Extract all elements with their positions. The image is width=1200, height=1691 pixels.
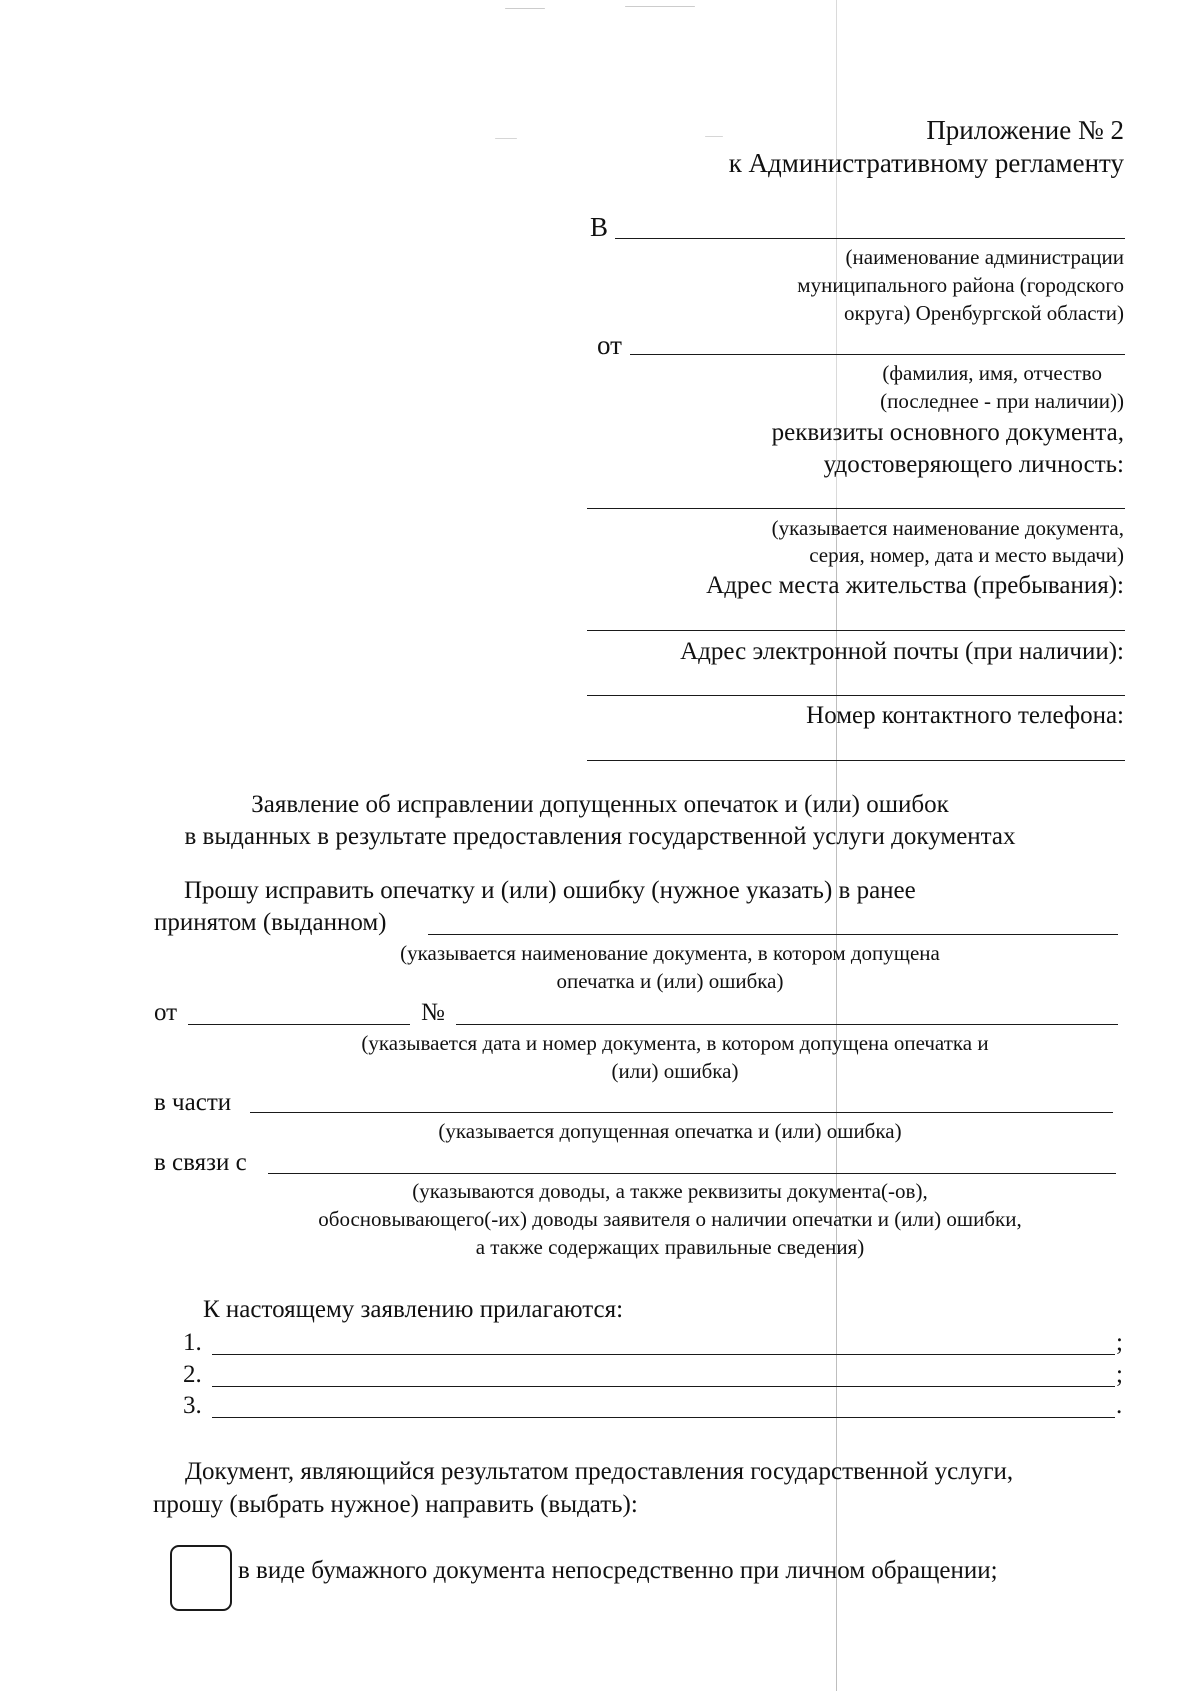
applicant-name-field[interactable] <box>630 354 1125 355</box>
document-name-hint-1: (указывается наименование документа, в котором допущена <box>400 941 940 965</box>
error-part-prefix: в части <box>154 1089 232 1116</box>
id-document-hint-2: серия, номер, дата и место выдачи) <box>809 543 1124 567</box>
application-title-1: Заявление об исправлении допущенных опечаток и (или) ошибок <box>251 791 949 818</box>
administration-name-field[interactable] <box>615 238 1125 239</box>
id-document-hint-1: (указывается наименование документа, <box>771 516 1124 540</box>
from-prefix: от <box>597 330 622 360</box>
attachment-number: 1. <box>183 1329 202 1356</box>
email-field[interactable] <box>587 695 1125 696</box>
attachment-end: ; <box>1116 1361 1123 1388</box>
name-hint-1: (фамилия, имя, отчество <box>882 361 1102 385</box>
attachment-end: ; <box>1116 1329 1123 1356</box>
attachment-field-1[interactable] <box>212 1354 1115 1355</box>
appendix-number: Приложение № 2 <box>926 115 1124 145</box>
administration-hint-1: (наименование администрации <box>845 245 1124 269</box>
delivery-intro-1: Документ, являющийся результатом предоставления государственной услуги, <box>185 1458 1014 1485</box>
phone-field[interactable] <box>587 760 1125 761</box>
delivery-intro-2: прошу (выбрать нужное) направить (выдать): <box>153 1491 638 1518</box>
document-name-hint-2: опечатка и (или) ошибка) <box>556 969 784 993</box>
attachment-number: 2. <box>183 1361 202 1388</box>
regulation-reference: к Административному регламенту <box>728 148 1124 178</box>
document-number-field[interactable] <box>456 1024 1118 1025</box>
residence-address-field[interactable] <box>587 630 1125 631</box>
attachment-number: 3. <box>183 1392 202 1419</box>
paper-document-option: в виде бумажного документа непосредственно при личном обращении; <box>238 1557 998 1584</box>
document-date-prefix: от <box>154 999 178 1026</box>
id-document-label-1: реквизиты основного документа, <box>771 419 1124 446</box>
attachment-end: . <box>1116 1392 1123 1419</box>
scan-noise <box>505 8 545 9</box>
attachments-label: К настоящему заявлению прилагаются: <box>203 1296 624 1323</box>
request-text-1: Прошу исправить опечатку и (или) ошибку (нужное указать) в ранее <box>184 877 916 904</box>
scan-noise <box>625 6 695 7</box>
reason-hint-3: а также содержащих правильные сведения) <box>475 1235 865 1259</box>
reason-prefix: в связи с <box>154 1149 247 1176</box>
administration-hint-2: муниципального района (городского <box>797 273 1124 297</box>
id-document-field[interactable] <box>587 508 1125 509</box>
reason-field[interactable] <box>268 1173 1116 1174</box>
reason-hint-1: (указываются доводы, а также реквизиты документа(-ов), <box>412 1179 928 1203</box>
error-part-hint: (указывается допущенная опечатка и (или) ошибка) <box>438 1119 902 1143</box>
document-name-field[interactable] <box>428 934 1118 935</box>
document-date-field[interactable] <box>188 1024 410 1025</box>
error-part-field[interactable] <box>250 1112 1113 1113</box>
administration-hint-3: округа) Оренбургской области) <box>844 301 1124 325</box>
application-title-2: в выданных в результате предоставления государственной услуги документах <box>184 823 1016 850</box>
residence-address-label: Адрес места жительства (пребывания): <box>706 572 1124 599</box>
reason-hint-2: обосновывающего(-их) доводы заявителя о наличии опечатки и (или) ошибки, <box>318 1207 1022 1231</box>
attachment-field-2[interactable] <box>212 1386 1115 1387</box>
scan-noise <box>495 138 517 139</box>
request-text-2: принятом (выданном) <box>154 909 387 936</box>
paper-document-checkbox[interactable] <box>170 1545 232 1611</box>
id-document-label-2: удостоверяющего личность: <box>823 451 1124 478</box>
phone-label: Номер контактного телефона: <box>806 702 1124 729</box>
email-label: Адрес электронной почты (при наличии): <box>680 638 1124 665</box>
scan-noise <box>705 136 723 137</box>
attachment-field-3[interactable] <box>212 1417 1115 1418</box>
name-hint-2: (последнее - при наличии)) <box>880 389 1124 413</box>
document-date-hint-2: (или) ошибка) <box>611 1059 739 1083</box>
number-sign: № <box>421 999 445 1026</box>
to-prefix: В <box>590 212 609 242</box>
document-date-hint-1: (указывается дата и номер документа, в котором допущена опечатка и <box>361 1031 989 1055</box>
